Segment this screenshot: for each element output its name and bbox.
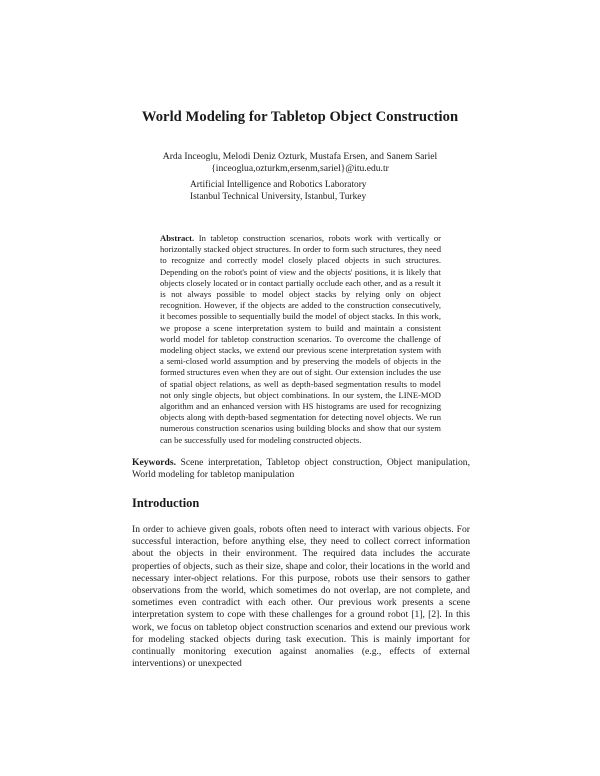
author-emails: {inceoglua,ozturkm,ersenm,sariel}@itu.edu.tr bbox=[211, 163, 389, 174]
abstract-label: Abstract. bbox=[160, 233, 195, 243]
introduction-paragraph: In order to achieve given goals, robots often need to interact with various objects. For successful interaction, before anything else, they need to collect correct information about the objects in their environment. The required data includes the accurate properties of objects, such as their size, shape and color, their locations in the world and necessary inter-object relations. For this purpose, robots use their sensors to gather observations from the world, which sometimes do not overlap, are not complete, and sometimes even contradict with each other. Our previous work presents a scene interpretation system to cope with these challenges for a ground robot [1], [2]. In this work, we focus on tabletop object construction scenarios and extend our previous work for modeling stacked objects during task execution. This is mainly important for continually monitoring execution against anomalies (e.g., effects of external interventions) or unexpected bbox=[132, 524, 470, 670]
affiliation-lab: Artificial Intelligence and Robotics Laboratory bbox=[190, 180, 367, 190]
affiliation-university: Istanbul Technical University, Istanbul, Turkey bbox=[190, 192, 367, 202]
abstract bbox=[160, 233, 441, 446]
section-heading-introduction: Introduction bbox=[132, 496, 200, 510]
keywords bbox=[132, 457, 470, 481]
abstract-text: In tabletop construction scenarios, robots work with vertically or horizontally stacked object structures. In order to form such structures, they need to recognize and correctly model closely placed objects in such structures. Depending on the robot's point of view and the objects' positions, it is likely that objects closely located or in contact partially occlude each other, and as a result it is not always possible to model object stacks by relying only on object recognition. However, if the objects are added to the construction consecutively, it becomes possible to sequentially build the model of object stacks. In this work, we propose a scene interpretation system to build and maintain a consistent world model for tabletop construction scenarios. To overcome the challenge of modeling object stacks, we extend our previous scene interpretation system with a semi-closed world assumption and by preserving the models of objects in the formed structures even when they are out of sight. Our extension includes the use of spatial object relations, as well as depth-based segmentation results to model not only single objects, but object combinations. In our system, the LINE-MOD algorithm and an enhanced version with HS histograms are used for recognizing objects along with depth-based segmentation for detecting novel objects. We run numerous construction scenarios using building blocks and show that our system can be successfully used for modeling constructed objects. bbox=[160, 233, 441, 445]
paper-title: World Modeling for Tabletop Object Construction bbox=[141, 109, 459, 125]
keywords-text: Scene interpretation, Tabletop object construction, Object manipulation, World modeling for tabletop manipulation bbox=[132, 457, 470, 481]
keywords-label: Keywords. bbox=[132, 457, 176, 468]
author-list: Arda Inceoglu, Melodi Deniz Ozturk, Mustafa Ersen, and Sanem Sariel bbox=[162, 151, 438, 162]
